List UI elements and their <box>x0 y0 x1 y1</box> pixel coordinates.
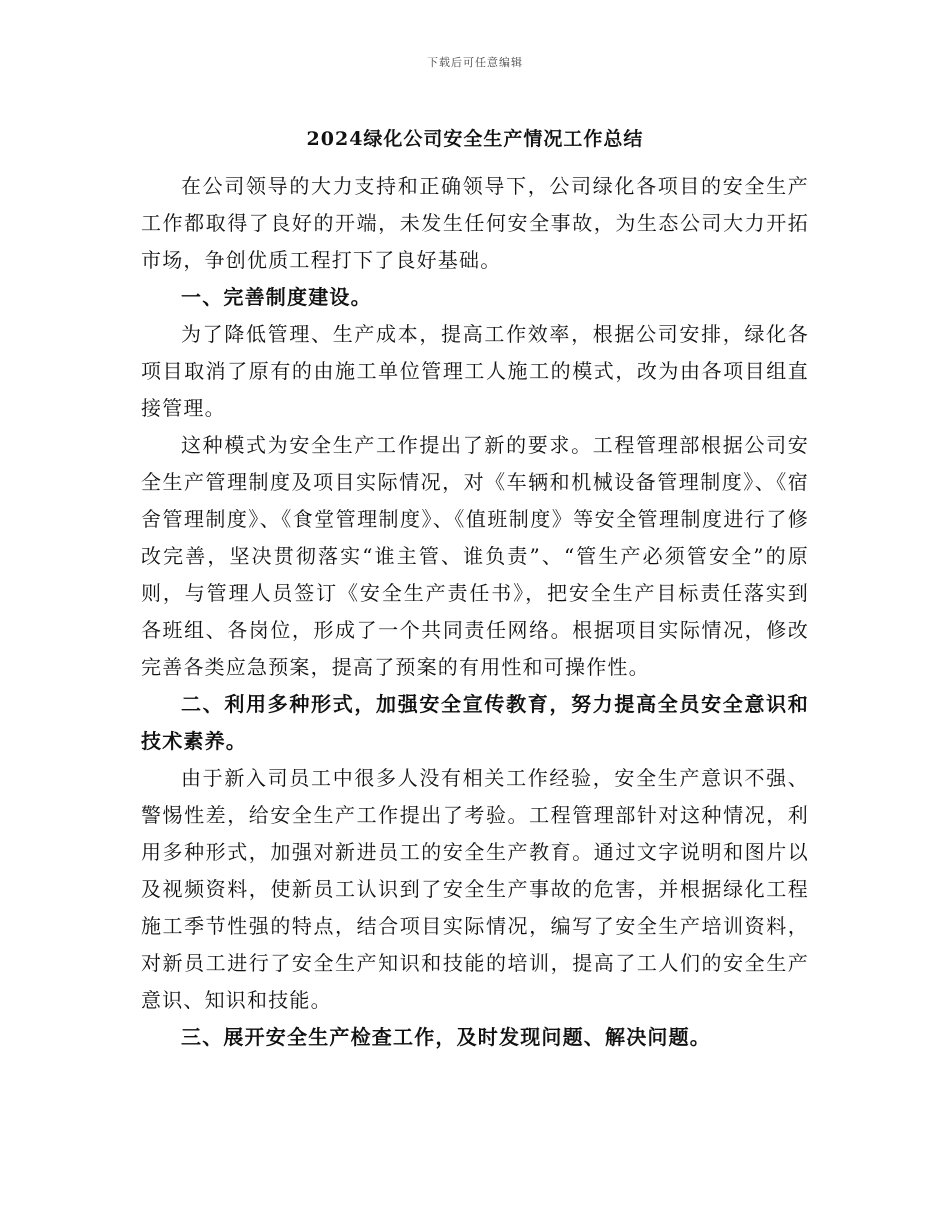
document-body <box>141 168 809 1056</box>
header-note: 下载后可任意编辑 <box>427 56 523 69</box>
paragraph-safety-regulations: 这种模式为安全生产工作提出了新的要求。工程管理部根据公司安全生产管理制度及项目实际情况，对《车辆和机械设备管理制度》、《宿舍管理制度》、《食堂管理制度》、《值班制度》等安全管理制度进行了修改完善，坚决贯彻落实“谁主管、谁负责”、“管生产必须管安全”的原则，与管理人员签订《安全生产责任书》，把安全生产目标责任落实到各班组、各岗位，形成了一个共同责任网络。根据项目实际情况，修改完善各类应急预案，提高了预案的有用性和可操作性。 <box>141 433 809 679</box>
document-title: 2024绿化公司安全生产情况工作总结 <box>306 128 644 150</box>
section-heading-3: 三、展开安全生产检查工作，及时发现问题、解决问题。 <box>181 1025 711 1049</box>
section-heading-1: 一、完善制度建设。 <box>181 285 372 309</box>
paragraph-intro: 在公司领导的大力支持和正确领导下，公司绿化各项目的安全生产工作都取得了良好的开端，未发生任何安全事故，为生态公司大力开拓市场，争创优质工程打下了良好基础。 <box>141 174 809 272</box>
paragraph-management-mode: 为了降低管理、生产成本，提高工作效率，根据公司安排，绿化各项目取消了原有的由施工单位管理工人施工的模式，改为由各项目组直接管理。 <box>141 322 809 420</box>
paragraph-safety-education: 由于新入司员工中很多人没有相关工作经验，安全生产意识不强、警惕性差，给安全生产工作提出了考验。工程管理部针对这种情况，利用多种形式，加强对新进员工的安全生产教育。通过文字说明和图片以及视频资料，使新员工认识到了安全生产事故的危害，并根据绿化工程施工季节性强的特点，结合项目实际情况，编写了安全生产培训资料，对新员工进行了安全生产知识和技能的培训，提高了工人们的安全生产意识、知识和技能。 <box>141 766 809 1012</box>
section-heading-2: 二、利用多种形式，加强安全宣传教育，努力提高全员安全意识和技术素养。 <box>141 692 809 753</box>
